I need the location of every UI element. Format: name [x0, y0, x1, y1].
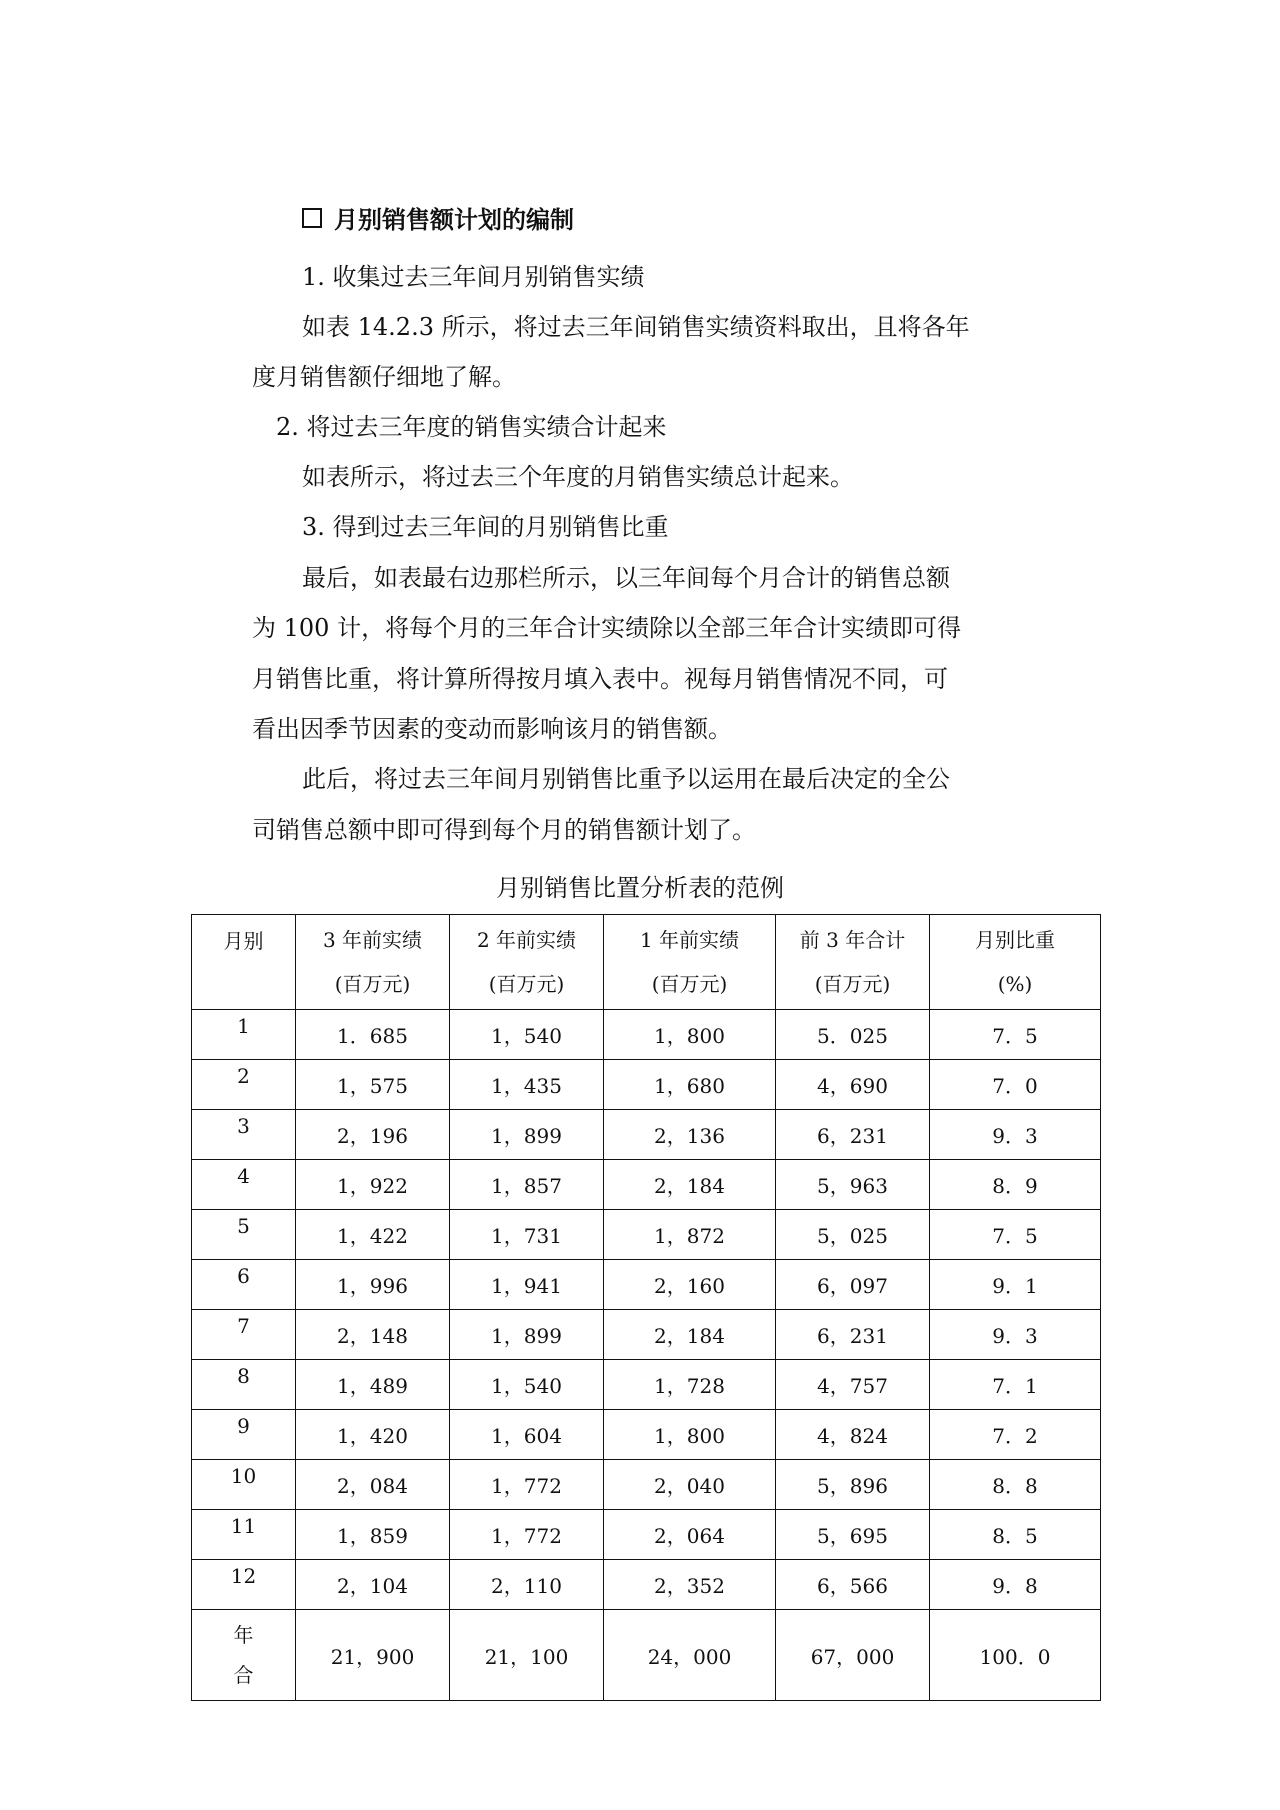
paragraph-line: 度月销售额仔细地了解。 — [252, 363, 516, 391]
paragraph-line: 如表 14.2.3 所示，将过去三年间销售实绩资料取出，且将各年 — [302, 313, 970, 341]
header-2yr: 2 年前实绩 (百万元) — [450, 915, 604, 1010]
header-month: 月别 — [192, 915, 296, 1010]
header-1yr: 1 年前实绩 (百万元) — [604, 915, 776, 1010]
value-3yr: 2，084 — [296, 1460, 450, 1510]
value-ratio: 7．0 — [930, 1060, 1101, 1110]
value-total: 5，695 — [776, 1510, 930, 1560]
value-total: 5，896 — [776, 1460, 930, 1510]
month-cell: 10 — [192, 1460, 296, 1510]
value-3yr: 2，104 — [296, 1560, 450, 1610]
table-row — [192, 1210, 1101, 1260]
table-body — [192, 1010, 1101, 1610]
value-3yr: 1．685 — [296, 1010, 450, 1060]
value-3yr: 1，922 — [296, 1160, 450, 1210]
table-title: 月别销售比置分析表的范例 — [496, 874, 784, 902]
table-row — [192, 1260, 1101, 1310]
checkbox-icon — [302, 208, 322, 228]
table-row — [192, 1460, 1101, 1510]
value-ratio: 7．5 — [930, 1010, 1101, 1060]
value-ratio: 8．8 — [930, 1460, 1101, 1510]
value-1yr: 2，160 — [604, 1260, 776, 1310]
value-2yr: 1，540 — [450, 1360, 604, 1410]
table-row — [192, 1060, 1101, 1110]
value-total: 4，757 — [776, 1360, 930, 1410]
value-1yr: 1，680 — [604, 1060, 776, 1110]
value-1yr: 1，872 — [604, 1210, 776, 1260]
value-ratio: 7．5 — [930, 1210, 1101, 1260]
value-1yr: 2，184 — [604, 1310, 776, 1360]
month-cell: 4 — [192, 1160, 296, 1210]
value-2yr: 1，941 — [450, 1260, 604, 1310]
total-label: 年 合 — [192, 1610, 296, 1701]
value-2yr: 1，772 — [450, 1510, 604, 1560]
value-total: 5．025 — [776, 1010, 930, 1060]
value-2yr: 1，540 — [450, 1010, 604, 1060]
value-1yr: 2，184 — [604, 1160, 776, 1210]
value-3yr: 1，420 — [296, 1410, 450, 1460]
value-1yr: 2，040 — [604, 1460, 776, 1510]
value-2yr: 1，772 — [450, 1460, 604, 1510]
month-cell: 11 — [192, 1510, 296, 1560]
value-3yr: 1，422 — [296, 1210, 450, 1260]
value-total: 6，231 — [776, 1110, 930, 1160]
sales-ratio-table — [191, 914, 1101, 1701]
total-2yr: 21，100 — [450, 1610, 604, 1701]
value-total: 6，566 — [776, 1560, 930, 1610]
value-1yr: 1，800 — [604, 1410, 776, 1460]
value-3yr: 2，196 — [296, 1110, 450, 1160]
paragraph-line: 2. 将过去三年度的销售实绩合计起来 — [276, 413, 667, 441]
value-total: 6，097 — [776, 1260, 930, 1310]
month-cell: 1 — [192, 1010, 296, 1060]
value-ratio: 8．5 — [930, 1510, 1101, 1560]
value-3yr: 1，859 — [296, 1510, 450, 1560]
total-3yr: 21，900 — [296, 1610, 450, 1701]
value-total: 5，025 — [776, 1210, 930, 1260]
value-ratio: 9．1 — [930, 1260, 1101, 1310]
section-heading — [302, 200, 574, 235]
value-2yr: 1，435 — [450, 1060, 604, 1110]
table-row — [192, 1410, 1101, 1460]
value-1yr: 2，064 — [604, 1510, 776, 1560]
month-cell: 3 — [192, 1110, 296, 1160]
value-total: 4，690 — [776, 1060, 930, 1110]
value-1yr: 1，800 — [604, 1010, 776, 1060]
table-header-row — [192, 915, 1101, 1010]
value-ratio: 7．2 — [930, 1410, 1101, 1460]
value-ratio: 9．8 — [930, 1560, 1101, 1610]
month-cell: 6 — [192, 1260, 296, 1310]
paragraph-line: 3. 得到过去三年间的月别销售比重 — [302, 513, 669, 541]
header-3yr: 3 年前实绩 (百万元) — [296, 915, 450, 1010]
header-total: 前 3 年合计 (百万元) — [776, 915, 930, 1010]
table-row — [192, 1010, 1101, 1060]
value-3yr: 1，489 — [296, 1360, 450, 1410]
table-row — [192, 1560, 1101, 1610]
total-sum: 67，000 — [776, 1610, 930, 1701]
paragraph-line: 司销售总额中即可得到每个月的销售额计划了。 — [252, 816, 756, 844]
table-row — [192, 1310, 1101, 1360]
header-ratio: 月别比重 (%) — [930, 915, 1101, 1010]
value-2yr: 1，857 — [450, 1160, 604, 1210]
value-total: 4，824 — [776, 1410, 930, 1460]
value-2yr: 1，604 — [450, 1410, 604, 1460]
month-cell: 8 — [192, 1360, 296, 1410]
value-3yr: 1，575 — [296, 1060, 450, 1110]
table-total-row — [192, 1610, 1101, 1701]
value-2yr: 2，110 — [450, 1560, 604, 1610]
paragraph-line: 为 100 计，将每个月的三年合计实绩除以全部三年合计实绩即可得 — [252, 614, 962, 642]
paragraph-line: 看出因季节因素的变动而影响该月的销售额。 — [252, 715, 732, 743]
section-heading-text: 月别销售额计划的编制 — [334, 206, 574, 234]
table-row — [192, 1110, 1101, 1160]
value-total: 6，231 — [776, 1310, 930, 1360]
month-cell: 9 — [192, 1410, 296, 1460]
value-total: 5，963 — [776, 1160, 930, 1210]
table-row — [192, 1510, 1101, 1560]
total-ratio: 100．0 — [930, 1610, 1101, 1701]
paragraph-line: 此后，将过去三年间月别销售比重予以运用在最后决定的全公 — [302, 765, 950, 793]
value-ratio: 7．1 — [930, 1360, 1101, 1410]
total-1yr: 24，000 — [604, 1610, 776, 1701]
table-row — [192, 1360, 1101, 1410]
paragraph-line: 最后，如表最右边那栏所示，以三年间每个月合计的销售总额 — [302, 564, 950, 592]
value-2yr: 1，899 — [450, 1310, 604, 1360]
value-ratio: 8．9 — [930, 1160, 1101, 1210]
month-cell: 12 — [192, 1560, 296, 1610]
value-1yr: 2，136 — [604, 1110, 776, 1160]
month-cell: 5 — [192, 1210, 296, 1260]
paragraph-line: 如表所示，将过去三个年度的月销售实绩总计起来。 — [302, 463, 854, 491]
value-3yr: 1，996 — [296, 1260, 450, 1310]
month-cell: 2 — [192, 1060, 296, 1110]
value-1yr: 1，728 — [604, 1360, 776, 1410]
value-2yr: 1，899 — [450, 1110, 604, 1160]
value-1yr: 2，352 — [604, 1560, 776, 1610]
value-2yr: 1，731 — [450, 1210, 604, 1260]
value-3yr: 2，148 — [296, 1310, 450, 1360]
table-row — [192, 1160, 1101, 1210]
paragraph-line: 1. 收集过去三年间月别销售实绩 — [302, 263, 645, 291]
value-ratio: 9．3 — [930, 1310, 1101, 1360]
value-ratio: 9．3 — [930, 1110, 1101, 1160]
paragraph-line: 月销售比重，将计算所得按月填入表中。视每月销售情况不同，可 — [252, 665, 948, 693]
month-cell: 7 — [192, 1310, 296, 1360]
